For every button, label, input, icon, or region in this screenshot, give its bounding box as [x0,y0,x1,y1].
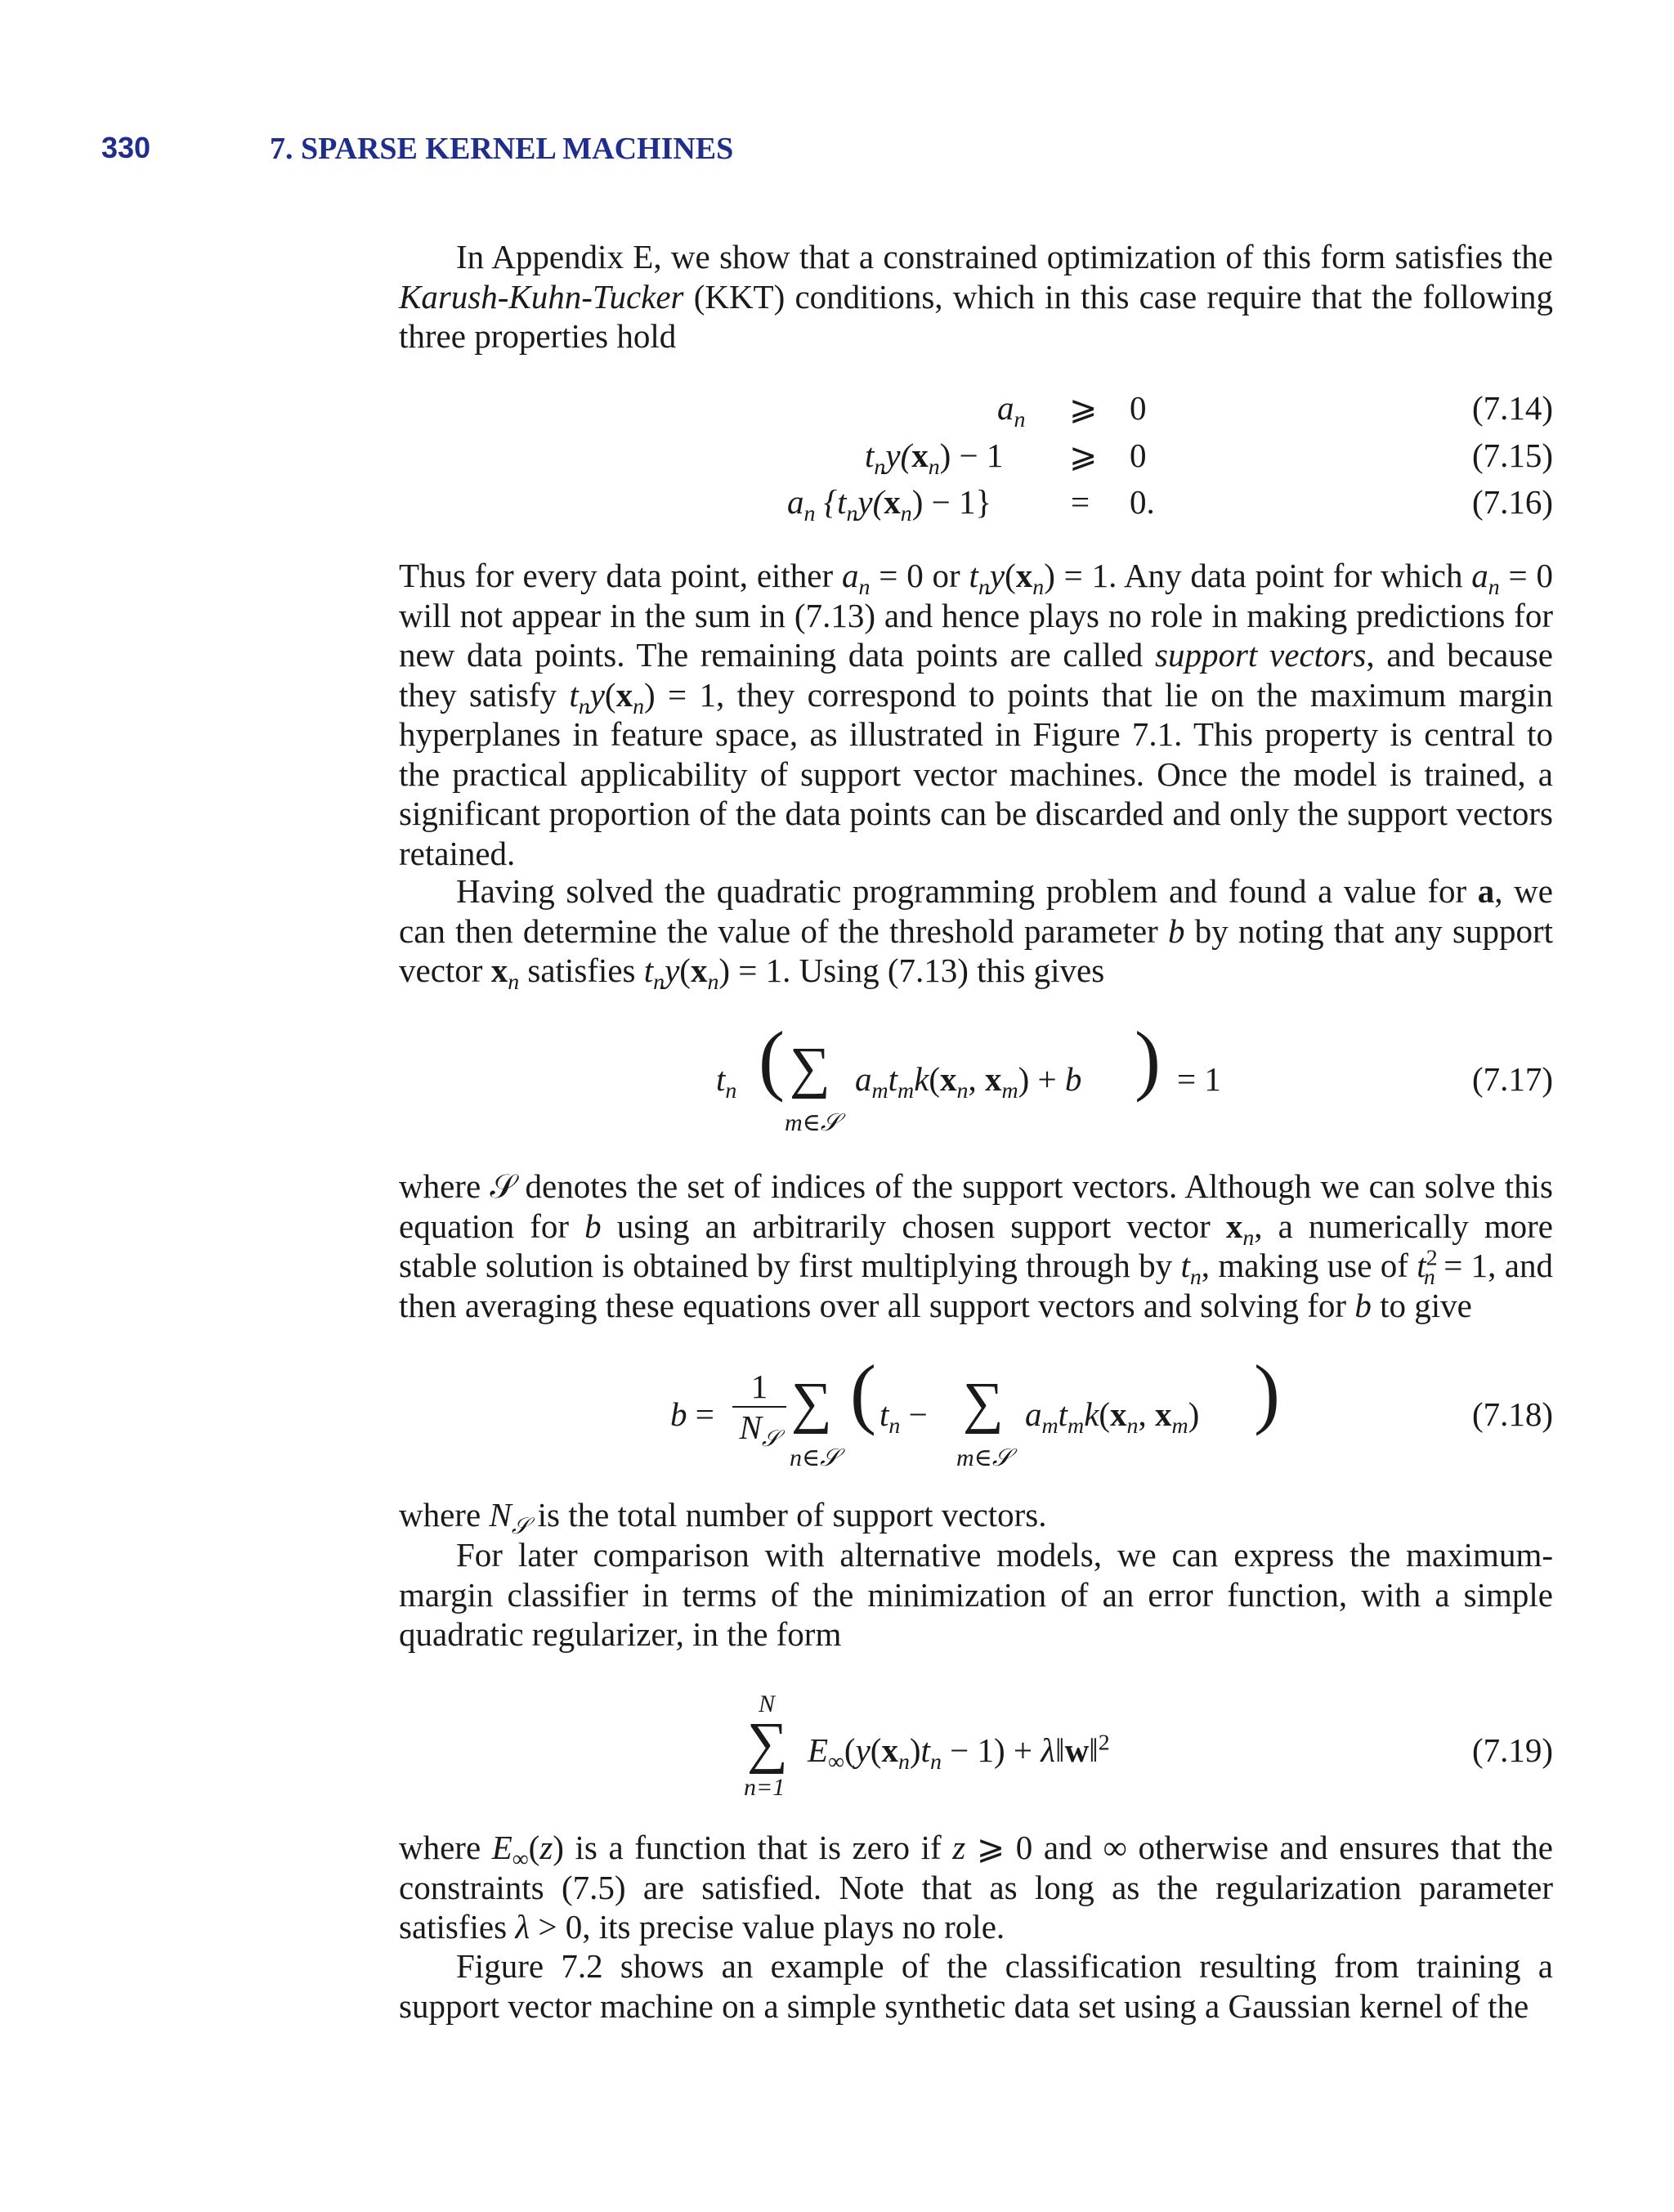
paragraph-e-infinity: where $E_\infty(z)$ is a function that is zero if z ⩾ 0 and ∞ otherwise and ensures that the constraints (7.5) are satisfied. Note that as long as the regularization parameter satisfies λ > 0, its precise value plays no role. [399,1829,1553,1946]
paragraph-support-vectors: Thus for every data point, either $a_n = 0$ or $t_ny(x_n) = 1$. Any data point for which $a_n = 0$ will not appear in the sum in (7.13) and hence plays no role in making predictions for new data points. The remaining data points are called support vectors, and because they satisfy $t_ny(x_n) = 1$, they correspond to points that lie on the maximum margin hyperplanes in feature space, as illustrated in Figure 7.1. This property is central to the practical applicability of support vector machines. Once the model is trained, a significant proportion of the data points can be discarded and only the support vectors retained. [399,557,1554,872]
paragraph-error-function: For later comparison with alternative models, we can express the maximum-margin classifier in terms of the minimization of an error function, with a simple quadratic regularizer, in the form [399,1536,1553,1653]
paragraph-figure-7-2: Figure 7.2 shows an example of the classification resulting from training a support vector machine on a simple synthetic data set using a Gaussian kernel of the [399,1947,1553,2025]
paragraph-kkt-intro: In Appendix E, we show that a constrained optimization of this form satisfies the Karush-Kuhn-Tucker (KKT) conditions, which in this case require that the following three properties hold [399,238,1553,355]
chapter-title: 7. SPARSE KERNEL MACHINES [270,132,734,166]
equation-number: (7.19) [1471,1731,1553,1769]
equation-number: (7.14) [1471,389,1553,427]
equation-number: (7.16) [1471,483,1553,521]
fraction: 1 $N_𝒮$ [732,1367,786,1447]
paragraph-stable-solution: where 𝒮 denotes the set of indices of the support vectors. Although we can solve this equation for b using an arbitrarily chosen support vector $x_n$, a numerically more stable solution is obtained by first multiplying through by $t_n$, making use of $t^2_n = 1$, and then averaging these equations over all support vectors and solving for b to give [399,1167,1553,1324]
equation-number: (7.18) [1471,1395,1553,1433]
paragraph-ns-definition: where $N_𝒮$ is the total number of support vectors. [399,1496,1047,1540]
paragraph-threshold: Having solved the quadratic programming problem and found a value for a, we can then determine the value of the threshold parameter b by noting that any support vector $x_n$ satisfies $t_ny(x_n) = 1$. Using (7.13) this gives [399,872,1553,996]
page-number: 330 [101,131,151,164]
equation-number: (7.15) [1471,437,1553,474]
equation-number: (7.17) [1471,1060,1553,1098]
